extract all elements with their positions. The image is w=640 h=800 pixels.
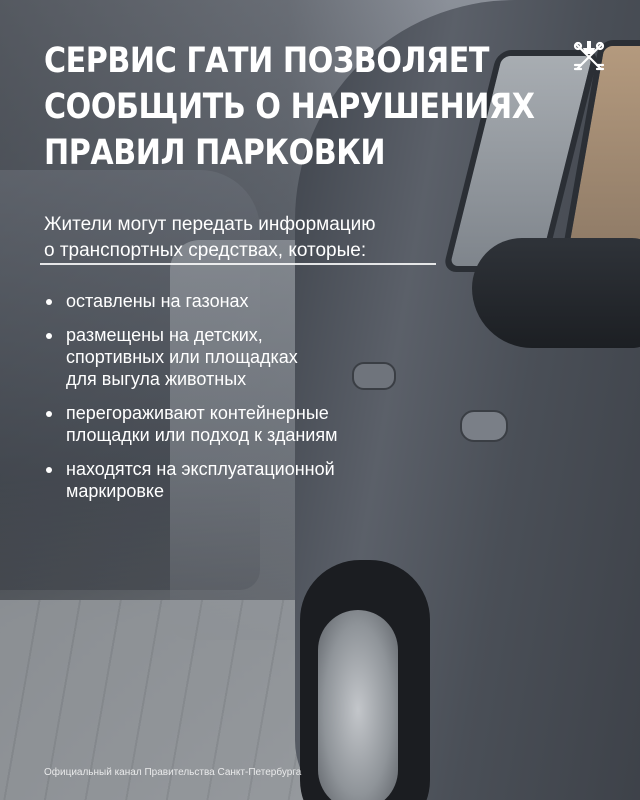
bullet-text: перегораживают контейнерные — [66, 403, 329, 423]
headline-line: ПРАВИЛ ПАРКОВКИ — [44, 133, 386, 173]
bullet-dot-icon — [46, 467, 52, 473]
intro-line: Жители могут передать информацию — [44, 214, 376, 235]
bullet-dot-icon — [46, 411, 52, 417]
headline — [44, 38, 535, 176]
spb-emblem-icon — [570, 38, 608, 76]
footer-caption: Официальный канал Правительства Санкт-Петербурга — [44, 767, 302, 778]
bullet-text: спортивных или площадках — [66, 347, 298, 367]
bullet-item — [44, 458, 404, 502]
bullet-text: оставлены на газонах — [66, 291, 249, 311]
bullet-text: находятся на эксплуатационной — [66, 459, 335, 479]
bullet-text: маркировке — [66, 481, 164, 501]
intro-line: о транспортных средствах, которые: — [44, 240, 367, 261]
bullet-text: размещены на детских, — [66, 325, 263, 345]
bullet-dot-icon — [46, 333, 52, 339]
bullet-list — [44, 290, 404, 514]
bullet-item — [44, 324, 404, 390]
bullet-dot-icon — [46, 299, 52, 305]
bullet-item — [44, 290, 404, 312]
intro-underline — [40, 263, 436, 265]
headline-line: СЕРВИС ГАТИ ПОЗВОЛЯЕТ — [44, 41, 490, 81]
bullet-text: для выгула животных — [66, 369, 247, 389]
bullet-text: площадки или подход к зданиям — [66, 425, 338, 445]
headline-line: СООБЩИТЬ О НАРУШЕНИЯХ — [44, 87, 535, 127]
intro-text — [44, 212, 444, 264]
bullet-item — [44, 402, 404, 446]
